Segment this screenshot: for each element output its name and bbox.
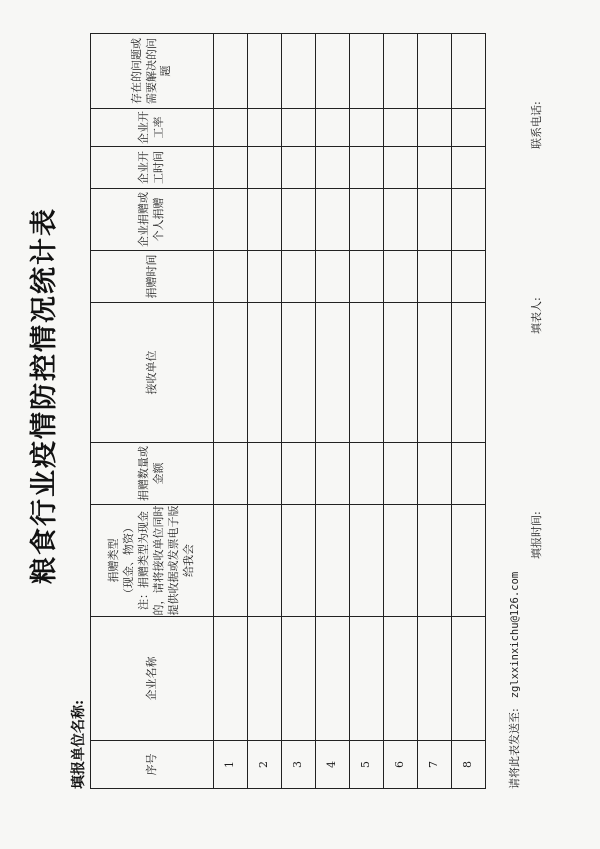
cell-issues[interactable] (214, 34, 248, 109)
reporting-unit-label: 填报单位名称: (71, 699, 87, 789)
cell-donation-type[interactable] (418, 505, 452, 617)
row-number: 7 (418, 741, 452, 789)
cell-start-rate[interactable] (316, 109, 350, 147)
cell-start-rate[interactable] (452, 109, 486, 147)
row-number: 6 (384, 741, 418, 789)
cell-start-rate[interactable] (350, 109, 384, 147)
cell-donor-kind[interactable] (350, 189, 384, 251)
row-number: 4 (316, 741, 350, 789)
header-issues: 存在的问题或需要解决的问题 (91, 34, 214, 109)
header-recipient: 接收单位 (91, 303, 214, 443)
cell-issues[interactable] (248, 34, 282, 109)
header-donation-type (91, 505, 214, 617)
statistics-table (90, 33, 486, 789)
header-donation-amount: 捐赠数量或金额 (91, 443, 214, 505)
cell-issues[interactable] (282, 34, 316, 109)
cell-issues[interactable] (452, 34, 486, 109)
cell-donation-amount[interactable] (418, 443, 452, 505)
cell-company-name[interactable] (316, 617, 350, 741)
cell-donation-time[interactable] (214, 251, 248, 303)
cell-start-rate[interactable] (282, 109, 316, 147)
cell-issues[interactable] (350, 34, 384, 109)
cell-recipient[interactable] (316, 303, 350, 443)
cell-donor-kind[interactable] (248, 189, 282, 251)
cell-donation-time[interactable] (350, 251, 384, 303)
cell-start-rate[interactable] (384, 109, 418, 147)
row-number: 3 (282, 741, 316, 789)
donation-type-title: 捐赠类型 (107, 538, 121, 583)
cell-company-name[interactable] (384, 617, 418, 741)
cell-donation-type[interactable] (214, 505, 248, 617)
cell-company-name[interactable] (418, 617, 452, 741)
cell-start-time[interactable] (214, 147, 248, 189)
cell-company-name[interactable] (214, 617, 248, 741)
cell-donation-time[interactable] (316, 251, 350, 303)
cell-donor-kind[interactable] (452, 189, 486, 251)
cell-donation-amount[interactable] (282, 443, 316, 505)
cell-donation-type[interactable] (384, 505, 418, 617)
cell-recipient[interactable] (350, 303, 384, 443)
cell-donor-kind[interactable] (316, 189, 350, 251)
table-row (350, 34, 384, 789)
cell-start-time[interactable] (452, 147, 486, 189)
cell-issues[interactable] (418, 34, 452, 109)
cell-start-time[interactable] (248, 147, 282, 189)
cell-start-time[interactable] (282, 147, 316, 189)
row-number: 2 (248, 741, 282, 789)
cell-start-rate[interactable] (214, 109, 248, 147)
cell-company-name[interactable] (248, 617, 282, 741)
cell-company-name[interactable] (452, 617, 486, 741)
cell-donation-type[interactable] (282, 505, 316, 617)
filler-label: 填表人: (530, 297, 543, 334)
cell-donation-time[interactable] (282, 251, 316, 303)
fill-time-label: 填报时间: (530, 511, 543, 559)
header-company-name: 企业名称 (91, 617, 214, 741)
table-row (248, 34, 282, 789)
cell-recipient[interactable] (418, 303, 452, 443)
donation-type-remark: 注：捐赠类型为现金的，请将接收单位同时提供收据或发票电子版给我会 (137, 505, 195, 616)
row-number: 5 (350, 741, 384, 789)
form-title: 粮食行业疫情防控情况统计表 (29, 207, 60, 584)
cell-donation-time[interactable] (384, 251, 418, 303)
cell-donation-time[interactable] (418, 251, 452, 303)
cell-start-time[interactable] (384, 147, 418, 189)
cell-company-name[interactable] (350, 617, 384, 741)
cell-donation-time[interactable] (452, 251, 486, 303)
cell-start-time[interactable] (316, 147, 350, 189)
cell-donation-amount[interactable] (350, 443, 384, 505)
cell-donation-type[interactable] (316, 505, 350, 617)
table-row (452, 34, 486, 789)
cell-donation-amount[interactable] (384, 443, 418, 505)
cell-recipient[interactable] (248, 303, 282, 443)
send-to-email[interactable]: zglxxinxichu@126.com (509, 571, 521, 699)
cell-issues[interactable] (384, 34, 418, 109)
cell-donor-kind[interactable] (282, 189, 316, 251)
contact-phone-label: 联系电话: (530, 101, 543, 149)
table-row (384, 34, 418, 789)
cell-start-time[interactable] (418, 147, 452, 189)
table-row (214, 34, 248, 789)
send-to-line (506, 572, 522, 789)
cell-donation-amount[interactable] (452, 443, 486, 505)
cell-donation-amount[interactable] (248, 443, 282, 505)
header-row (91, 34, 214, 789)
row-number: 1 (214, 741, 248, 789)
table-row (316, 34, 350, 789)
send-to-label: 请将此表发送至: (508, 708, 521, 789)
cell-donation-type[interactable] (248, 505, 282, 617)
donation-type-subnote: （现金、物资） (122, 522, 136, 599)
cell-donor-kind[interactable] (214, 189, 248, 251)
cell-donation-amount[interactable] (316, 443, 350, 505)
row-number: 8 (452, 741, 486, 789)
table-row (418, 34, 452, 789)
cell-start-time[interactable] (350, 147, 384, 189)
cell-recipient[interactable] (214, 303, 248, 443)
header-donation-time: 捐赠时间 (91, 251, 214, 303)
cell-donation-type[interactable] (452, 505, 486, 617)
cell-start-rate[interactable] (248, 109, 282, 147)
cell-recipient[interactable] (452, 303, 486, 443)
cell-recipient[interactable] (282, 303, 316, 443)
cell-donation-time[interactable] (248, 251, 282, 303)
header-start-rate: 企业开工率 (91, 109, 214, 147)
cell-donation-type[interactable] (350, 505, 384, 617)
cell-issues[interactable] (316, 34, 350, 109)
cell-donor-kind[interactable] (384, 189, 418, 251)
cell-company-name[interactable] (282, 617, 316, 741)
form-footer (528, 34, 548, 789)
table-row (282, 34, 316, 789)
cell-recipient[interactable] (384, 303, 418, 443)
header-serial: 序号 (91, 741, 214, 789)
cell-donor-kind[interactable] (418, 189, 452, 251)
header-donor-kind: 企业捐赠或个人捐赠 (91, 189, 214, 251)
header-start-time: 企业开工时间 (91, 147, 214, 189)
cell-start-rate[interactable] (418, 109, 452, 147)
cell-donation-amount[interactable] (214, 443, 248, 505)
